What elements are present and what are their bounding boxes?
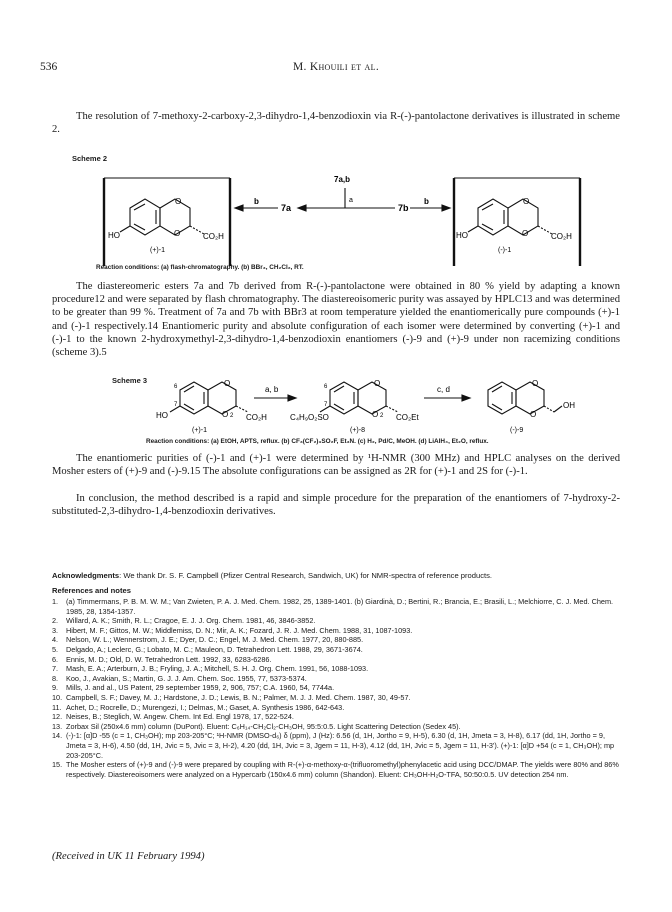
scheme2-label: Scheme 2	[72, 154, 108, 163]
reference-number: 12.	[52, 712, 63, 722]
reference-text: Ennis, M. D.; Old, D. W. Tetrahedron Lett. 1992, 33, 6283-6286.	[66, 654, 272, 664]
references-list	[52, 597, 620, 779]
s2-right-ring-o2: O	[522, 229, 529, 238]
scheme3-graphic	[0, 372, 672, 440]
page-number: 536	[40, 61, 58, 73]
reference-text: Campbell, S. F.; Davey, M. J.; Hardstone, J. D.; Lewis, B. N.; Palmer, M. J. J. Med. Chem. 1987, 30, 49-57.	[66, 692, 411, 702]
s3-c2-name: (+)-8	[350, 427, 365, 434]
reference-item	[52, 597, 620, 616]
s2-left-ho: HO	[108, 231, 120, 240]
reference-number: 3.	[52, 625, 59, 635]
reference-number: 5.	[52, 644, 59, 654]
scheme3-conditions: Reaction conditions: (a) EtOH, APTS, reflux. (b) CF₃(CF₂)₃SO₂F, Et₃N. (c) H₂, Pd/C, MeOH. (d) LiAlH₄, Et₂O, reflux.	[146, 438, 489, 445]
reference-item	[52, 635, 620, 645]
s2-right-ho: HO	[456, 231, 468, 240]
s2-arrow-b-left: b	[254, 197, 259, 206]
acknowledgments-heading: Acknowledgments	[52, 571, 120, 580]
s3-pos2-b: 2	[380, 413, 384, 419]
reference-text: The Mosher esters of (+)-9 and (-)-9 were prepared by coupling with R-(+)-α-methoxy-α-(trifluoromethyl)phenylacetic acid using DCC/DMAP. The yields were 80% and 86% respectively. Diastereoisomers were analyzed on a Hypercarb (150x4.6 mm) column (Shandon). Eluent: CH₃OH-H₂O-TFA, 50:50:0.5. UV detection 254 nm.	[66, 760, 619, 779]
reference-text: (a) Timmermans, P. B. M. W. M.; Van Zwieten, P. A. J. Med. Chem. 1982, 25, 1389-1401. (b) Giardinà, D.; Bertini, R.; Brancia, E.; Brasili, L.; Melchiorre, C. J. Med. Chem. 1985, 28, 1354-1357.	[66, 597, 614, 616]
acknowledgments	[52, 571, 620, 581]
reference-text: Delgado, A.; Leclerc, G.; Lobato, M. C.; Mauleon, D. Tetrahedron Lett. 1988, 29, 3671-3674.	[66, 644, 363, 654]
s2-top-label: 7a,b	[334, 175, 351, 184]
s2-right-compound: (-)-1	[498, 247, 512, 254]
s3-pos2-a: 2	[230, 413, 234, 419]
scheme2-graphic	[0, 166, 672, 276]
s3-pos6-b: 6	[324, 384, 328, 390]
reference-number: 4.	[52, 635, 59, 645]
reference-text: Achet, D.; Rocrelle, D.; Murengezi, I.; Delmas, M.; Gaset, A. Synthesis 1986, 642-643.	[66, 702, 345, 712]
s3-ring-o-c2: O	[530, 410, 537, 419]
s3-c1-co2h: CO₂H	[246, 413, 267, 422]
reference-text: Nelson, W. L.; Wennerstrom, J. E.; Dyer, D. C.; Engel, M. J. Med. Chem. 1977, 20, 880-885.	[66, 635, 364, 645]
reference-item	[52, 731, 620, 760]
reference-number: 7.	[52, 664, 59, 674]
s2-right-co2h: CO₂H	[551, 232, 572, 241]
references-heading: References and notes	[52, 586, 131, 595]
s3-pos7-b: 7	[324, 402, 328, 408]
reference-item	[52, 683, 620, 693]
reference-number: 1.	[52, 597, 59, 606]
reference-item	[52, 722, 620, 732]
acknowledgments-text: : We thank Dr. S. F. Campbell (Pfizer Central Research, Sandwich, UK) for NMR-spectra of reference products.	[119, 571, 493, 580]
s3-c3-name: (-)-9	[510, 427, 524, 434]
s3-ring-o-a: O	[224, 379, 231, 388]
reference-number: 11.	[52, 702, 62, 712]
s2-left-ring-o: O	[175, 197, 182, 206]
s3-ring-o-c: O	[532, 379, 539, 388]
reference-item	[52, 712, 620, 722]
s3-c3-oh: OH	[563, 401, 575, 410]
reference-text: Mills, J. and al., US Patent, 29 september 1959, 2, 906, 757; C.A. 1960, 54, 7744a.	[66, 683, 335, 693]
s2-left-co2h: CO₂H	[203, 232, 224, 241]
reference-text: (-)-1: [α]D -55 (c = 1, CH₃OH); mp 203-205°C; ¹H-NMR (DMSO-d₆) δ (ppm), J (Hz): 6.56 (d, 1H, Jortho = 9, H-5), 6.30 (d, 1H, Jmeta = 3, H-8), 6.17 (dd, 1H, Jortho = 9, Jmeta = 3, H-6), 4.50 (dd, 1H, Jvic = 5, Jvic = 3, H-2), 4.20 (dd, 1H, Jvic = 3, Jgem = 11, H-3), 4.12 (dd, 1H, Jvic = 5, Jgem = 11, H-3'). (+)-1: [α]D +54 (c = 1, CH₃OH); mp 203-205°C.	[66, 731, 615, 760]
reference-item	[52, 674, 620, 684]
scheme2-conditions: Reaction conditions: (a) flash-chromatography. (b) BBr₃, CH₂Cl₂, RT.	[96, 264, 304, 271]
reference-text: Hibert, M. F.; Gittos, M. W.; Middlemiss, D. N.; Mir, A. K.; Fozard, J. R. J. Med. Chem. 1988, 31, 1087-1093.	[66, 625, 413, 635]
reference-text: Zorbax Sil (250x4.6 mm) column (DuPont). Eluent: C₆H₁₄-CH₂Cl₂-CH₃OH, 95:5:0.5. Light Scattering Detection (Sedex 45).	[66, 721, 461, 731]
paragraph-4: In conclusion, the method described is a rapid and simple procedure for the preparation of the enantiomers of 7-hydroxy-2-substituted-2,3-dihydro-1,4-benzodioxin derivatives.	[52, 493, 620, 518]
s2-arrow-b-right: b	[424, 197, 429, 206]
reference-number: 6.	[52, 654, 59, 664]
reference-number: 10.	[52, 692, 63, 702]
reference-item	[52, 693, 620, 703]
s2-left-ring-o2: O	[174, 229, 181, 238]
reference-item	[52, 703, 620, 713]
s3-arrow2: c, d	[437, 385, 450, 394]
s3-pos7-a: 7	[174, 402, 178, 408]
reference-number: 15.	[52, 760, 63, 770]
received-date: (Received in UK 11 February 1994)	[52, 851, 205, 862]
scheme3-label: Scheme 3	[112, 376, 148, 385]
reference-text: Mash, E. A.; Arterburn, J. B.; Fryling, J. A.; Mitchell, S. H. J. Org. Chem. 1991, 56, 1088-1093.	[66, 664, 369, 674]
reference-text: Willard, A. K.; Smith, R. L.; Cragoe, E. J. J. Org. Chem. 1981, 46, 3846-3852.	[66, 616, 316, 626]
reference-number: 13.	[52, 721, 63, 731]
reference-number: 2.	[52, 616, 59, 626]
reference-number: 14.	[52, 731, 63, 741]
s2-node-7a: 7a	[281, 203, 292, 213]
s3-pos6-a: 6	[174, 384, 178, 390]
s3-c1-ho: HO	[156, 411, 168, 420]
page-header	[40, 61, 632, 77]
s3-c2-co2et: CO₂Et	[396, 413, 419, 422]
s2-right-ring-o: O	[523, 197, 530, 206]
s3-arrow1: a, b	[265, 385, 279, 394]
s3-c1-name: (+)-1	[192, 427, 207, 434]
s2-node-7b: 7b	[398, 203, 409, 213]
s3-ring-o-b2: O	[372, 410, 379, 419]
s2-left-compound: (+)-1	[150, 247, 165, 254]
reference-item	[52, 655, 620, 665]
s2-arrow-a: a	[349, 197, 353, 204]
reference-text: Neises, B.; Steglich, W. Angew. Chem. Int Ed. Engl 1978, 17, 522-524.	[66, 712, 294, 722]
reference-item	[52, 760, 620, 779]
paragraph-2: The diastereomeric esters 7a and 7b derived from R-(-)-pantolactone were obtained in 80 % yield by adapting a known procedure12 and were separated by flash chromatography. The diastereoisomeric purity was assayed by HPLC13 and was determined to be greater than 99 %. Treatment of 7a and 7b with BBr3 at room temperature yielded the enantiomerically pure compounds (+)-1 and (-)-1 respectively.14 Enantiomeric purity and absolute configuration of each isomer were determined by converting (+)-1 and (-)-1 to the known 2-hydroxymethyl-2,3-dihydro-1,4-benzodioxin enantiomers (-)-9 and (+)-9 under non racemizing conditions (scheme 3).5	[52, 281, 620, 359]
running-title: M. Khouili et al.	[293, 61, 379, 73]
reference-number: 8.	[52, 673, 59, 683]
s3-ring-o-a2: O	[222, 410, 229, 419]
paragraph-3: The enantiomeric purities of (-)-1 and (+)-1 were determined by ¹H-NMR (300 MHz) and HPLC analyses on the derived Mosher esters of (+)-9 and (-)-9.15 The absolute configurations can be assigned as 2R for (+)-1 and 2S for (-)-1.	[52, 453, 620, 478]
reference-item	[52, 645, 620, 655]
s3-ring-o-b: O	[374, 379, 381, 388]
reference-item	[52, 626, 620, 636]
reference-item	[52, 664, 620, 674]
reference-text: Koo, J., Avakian, S.; Martin, G. J. J. Am. Chem. Soc. 1955, 77, 5373-5374.	[66, 673, 307, 683]
intro-paragraph: The resolution of 7-methoxy-2-carboxy-2,3-dihydro-1,4-benzodioxin via R-(-)-pantolactone derivatives is illustrated in scheme 2.	[52, 111, 620, 136]
reference-number: 9.	[52, 683, 59, 693]
reference-item	[52, 616, 620, 626]
s3-c2-sub: C₄H₉O₂SO	[290, 413, 329, 422]
